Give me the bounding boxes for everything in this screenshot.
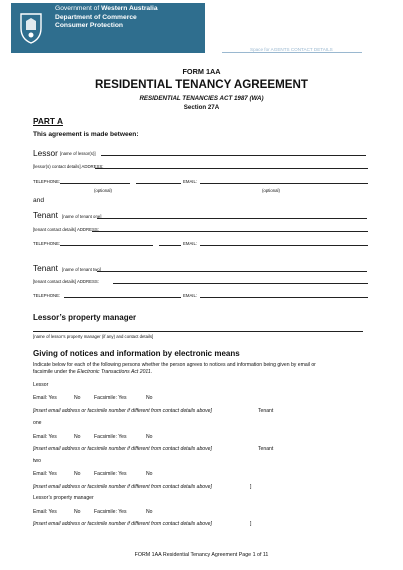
lessor-email-line[interactable]	[200, 183, 368, 184]
pm-fax-no[interactable]: No	[146, 509, 153, 515]
tenant-two-email-line[interactable]	[200, 297, 368, 298]
tenant-two-fax-yes[interactable]: Facsimile: Yes	[94, 471, 127, 477]
gov-line3: Consumer Protection	[55, 22, 123, 30]
gov-line1: Government of	[55, 5, 100, 12]
electronic-notices-heading: Giving of notices and information by electronic means	[33, 349, 240, 358]
lessor-label: Lessor	[33, 148, 58, 158]
lessor-contact-address: [lessor(s) contact details] ADDRESS:	[33, 164, 104, 169]
tenant-one-email-line[interactable]	[200, 245, 368, 246]
form-number: FORM 1AA	[182, 67, 221, 76]
agent-space-line	[222, 52, 362, 53]
tenant-two-telephone-label: TELEPHONE:	[33, 293, 61, 298]
tenant-two-name-line[interactable]	[97, 271, 367, 272]
lessor-email-label: EMAIL:	[183, 179, 198, 184]
and-label: and	[33, 197, 45, 204]
lessor-address-line[interactable]	[95, 168, 368, 169]
tenant-two-contact-address: [tenant contact details] ADDRESS:	[33, 279, 99, 284]
tenant-two-telephone-line[interactable]	[64, 297, 181, 298]
gov-line1-bold: Western Australia	[101, 5, 158, 12]
tenant-one-address-line[interactable]	[92, 231, 368, 232]
consent-lessor-label: Lessor	[33, 382, 49, 388]
gov-line2: Department of Commerce	[55, 13, 137, 21]
lessor-telephone-line[interactable]	[60, 183, 130, 184]
pm-consent-label: Lessor’s property manager	[33, 495, 94, 501]
tenant-two-label: Tenant	[33, 263, 58, 273]
notices-paragraph-line2	[33, 369, 152, 375]
tenant-one-consent-label: Tenant	[258, 408, 274, 414]
pm-close-bracket: ]	[250, 521, 252, 527]
tenant-two-insert-contact[interactable]: [insert email address or facsimile number if different from contact details above]	[33, 484, 212, 490]
tenant-one-email-no[interactable]: No	[74, 434, 81, 440]
tenant-two-email-no[interactable]: No	[74, 471, 81, 477]
page-footer: FORM 1AA Residential Tenancy Agreement Page 1 of 11	[134, 552, 269, 558]
pm-email-no[interactable]: No	[74, 509, 81, 515]
government-title	[55, 5, 158, 31]
para2-prefix: facsimile under the	[33, 369, 78, 375]
tenant-two-consent-label-cont: two	[33, 458, 41, 464]
tenant-two-email-label: EMAIL:	[183, 293, 198, 298]
tenant-two-address-line[interactable]	[113, 283, 368, 284]
pm-insert-contact[interactable]: [insert email address or facsimile number if different from contact details above]	[33, 521, 212, 527]
tenant-one-telephone-label: TELEPHONE:	[33, 241, 61, 246]
lessor-fax-no[interactable]: No	[146, 395, 153, 401]
act-title: RESIDENTIAL TENANCIES ACT 1987 (WA)	[139, 95, 264, 102]
tenant-one-name-line[interactable]	[97, 218, 367, 219]
lessor-fax-yes[interactable]: Facsimile: Yes	[94, 395, 127, 401]
tenant-one-consent-label-cont: one	[33, 420, 42, 426]
tenant-two-close-bracket: ]	[250, 484, 252, 490]
agreement-intro: This agreement is made between:	[33, 131, 139, 138]
lessor-name-line[interactable]	[101, 155, 366, 156]
page-title: RESIDENTIAL TENANCY AGREEMENT	[94, 78, 308, 91]
tenant-one-fax-no[interactable]: No	[146, 434, 153, 440]
lessor-telephone-optional: (optional)	[94, 188, 112, 193]
property-manager-line[interactable]	[33, 331, 363, 332]
lessor-telephone-label: TELEPHONE:	[33, 179, 61, 184]
section-label: Section 27A	[183, 104, 220, 111]
agent-contact-space: Space for AGENTS CONTACT DETAILS	[250, 47, 333, 52]
tenant-two-hint: [name of tenant two]	[62, 267, 101, 272]
act-reference: Electronic Transactions Act 2011	[77, 369, 151, 375]
property-manager-heading: Lessor’s property manager	[33, 313, 137, 322]
tenant-two-consent-label: Tenant	[258, 446, 274, 452]
tenant-one-email-label: EMAIL:	[183, 241, 198, 246]
tenant-one-contact-address: [tenant contact details] ADDRESS:	[33, 227, 99, 232]
notices-paragraph-line1: Indicate below for each of the following persons whether the person agrees to notices and information being given by email or	[33, 362, 316, 368]
tenant-one-label: Tenant	[33, 210, 58, 220]
lessor-email-yes[interactable]: Email: Yes	[33, 395, 57, 401]
government-banner	[11, 3, 205, 53]
lessor-insert-contact[interactable]: [insert email address or facsimile number if different from contact details above]	[33, 408, 212, 414]
pm-email-yes[interactable]: Email: Yes	[33, 509, 57, 515]
crest-icon	[18, 12, 44, 44]
part-a-heading: PART A	[33, 116, 63, 126]
tenant-two-email-yes[interactable]: Email: Yes	[33, 471, 57, 477]
tenant-one-email-yes[interactable]: Email: Yes	[33, 434, 57, 440]
lessor-email-optional: (optional)	[262, 188, 280, 193]
para2-suffix: .	[150, 369, 153, 375]
tenant-one-telephone-line-2[interactable]	[159, 245, 181, 246]
tenant-one-fax-yes[interactable]: Facsimile: Yes	[94, 434, 127, 440]
tenant-one-telephone-line[interactable]	[60, 245, 153, 246]
tenant-two-fax-no[interactable]: No	[146, 471, 153, 477]
lessor-telephone-line-2[interactable]	[136, 183, 181, 184]
tenant-one-insert-contact[interactable]: [insert email address or facsimile number if different from contact details above]	[33, 446, 212, 452]
tenant-one-hint: [name of tenant one]	[62, 214, 102, 219]
pm-fax-yes[interactable]: Facsimile: Yes	[94, 509, 127, 515]
property-manager-hint: [name of lessor’s property manager (if any) and contact details]	[33, 334, 154, 339]
lessor-email-no[interactable]: No	[74, 395, 81, 401]
lessor-name-hint: [name of lessor(s)]	[60, 151, 96, 156]
